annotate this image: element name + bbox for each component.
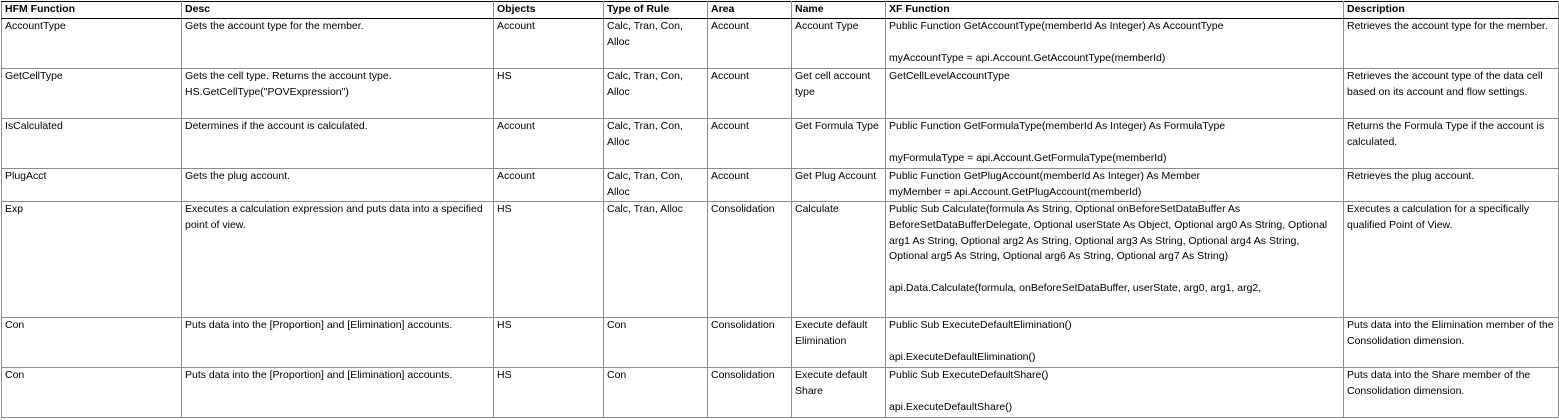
cell-objects[interactable]: Account — [494, 169, 604, 202]
cell-area[interactable]: Consolidation — [708, 368, 792, 418]
header-description[interactable]: Description — [1344, 2, 1559, 19]
cell-xf-function[interactable]: GetCellLevelAccountType — [886, 69, 1344, 119]
cell-type-of-rule[interactable]: Con — [604, 368, 708, 418]
cell-type-of-rule[interactable]: Con — [604, 318, 708, 368]
cell-name[interactable]: Execute default Elimination — [792, 318, 886, 368]
cell-name[interactable]: Calculate — [792, 202, 886, 318]
cell-hfm-function[interactable]: Con — [2, 318, 182, 368]
cell-xf-function[interactable]: Public Function GetAccountType(memberId As Integer) As AccountType myAccountType = api.Account.GetAccountType(memberId) — [886, 19, 1344, 69]
cell-area[interactable]: Account — [708, 69, 792, 119]
header-type-of-rule[interactable]: Type of Rule — [604, 2, 708, 19]
cell-description[interactable]: Executes a calculation for a specifically qualified Point of View. — [1344, 202, 1559, 318]
cell-desc[interactable]: Puts data into the [Proportion] and [Elimination] accounts. — [182, 368, 494, 418]
cell-type-of-rule[interactable]: Calc, Tran, Alloc — [604, 202, 708, 318]
header-xf-function[interactable]: XF Function — [886, 2, 1344, 19]
spreadsheet-table — [1, 1, 1559, 418]
header-desc[interactable]: Desc — [182, 2, 494, 19]
cell-description[interactable]: Puts data into the Share member of the Consolidation dimension. — [1344, 368, 1559, 418]
cell-area[interactable]: Consolidation — [708, 202, 792, 318]
header-objects[interactable]: Objects — [494, 2, 604, 19]
cell-objects[interactable]: HS — [494, 202, 604, 318]
cell-desc[interactable]: Puts data into the [Proportion] and [Elimination] accounts. — [182, 318, 494, 368]
cell-name[interactable]: Get Plug Account — [792, 169, 886, 202]
cell-type-of-rule[interactable]: Calc, Tran, Con, Alloc — [604, 169, 708, 202]
cell-desc[interactable]: Gets the cell type. Returns the account type. HS.GetCellType("POVExpression") — [182, 69, 494, 119]
cell-hfm-function[interactable]: Exp — [2, 202, 182, 318]
cell-name[interactable]: Get cell account type — [792, 69, 886, 119]
cell-name[interactable]: Get Formula Type — [792, 119, 886, 169]
cell-hfm-function[interactable]: GetCellType — [2, 69, 182, 119]
cell-description[interactable]: Retrieves the plug account. — [1344, 169, 1559, 202]
cell-hfm-function[interactable]: PlugAcct — [2, 169, 182, 202]
cell-desc[interactable]: Determines if the account is calculated. — [182, 119, 494, 169]
cell-objects[interactable]: Account — [494, 119, 604, 169]
cell-name[interactable]: Account Type — [792, 19, 886, 69]
cell-description[interactable]: Retrieves the account type of the data cell based on its account and flow settings. — [1344, 69, 1559, 119]
table-row — [2, 318, 1559, 368]
cell-name[interactable]: Execute default Share — [792, 368, 886, 418]
cell-area[interactable]: Consolidation — [708, 318, 792, 368]
cell-hfm-function[interactable]: IsCalculated — [2, 119, 182, 169]
cell-type-of-rule[interactable]: Calc, Tran, Con, Alloc — [604, 69, 708, 119]
cell-desc[interactable]: Executes a calculation expression and puts data into a specified point of view. — [182, 202, 494, 318]
cell-xf-function[interactable]: Public Sub ExecuteDefaultElimination() api.ExecuteDefaultElimination() — [886, 318, 1344, 368]
cell-desc[interactable]: Gets the account type for the member. — [182, 19, 494, 69]
table-row — [2, 169, 1559, 202]
cell-hfm-function[interactable]: AccountType — [2, 19, 182, 69]
cell-description[interactable]: Returns the Formula Type if the account is calculated. — [1344, 119, 1559, 169]
cell-desc[interactable]: Gets the plug account. — [182, 169, 494, 202]
header-row — [2, 2, 1559, 19]
cell-xf-function[interactable]: Public Sub ExecuteDefaultShare() api.ExecuteDefaultShare() — [886, 368, 1344, 418]
cell-area[interactable]: Account — [708, 19, 792, 69]
table-row — [2, 119, 1559, 169]
cell-area[interactable]: Account — [708, 119, 792, 169]
header-area[interactable]: Area — [708, 2, 792, 19]
cell-description[interactable]: Puts data into the Elimination member of the Consolidation dimension. — [1344, 318, 1559, 368]
cell-objects[interactable]: Account — [494, 19, 604, 69]
cell-type-of-rule[interactable]: Calc, Tran, Con, Alloc — [604, 19, 708, 69]
header-hfm-function[interactable]: HFM Function — [2, 2, 182, 19]
cell-description[interactable]: Retrieves the account type for the member. — [1344, 19, 1559, 69]
header-name[interactable]: Name — [792, 2, 886, 19]
table-row — [2, 368, 1559, 418]
cell-xf-function[interactable]: Public Function GetPlugAccount(memberId As Integer) As Member myMember = api.Account.GetPlugAccount(memberId) — [886, 169, 1344, 202]
cell-objects[interactable]: HS — [494, 318, 604, 368]
cell-objects[interactable]: HS — [494, 69, 604, 119]
cell-xf-function[interactable]: Public Sub Calculate(formula As String, Optional onBeforeSetDataBuffer As BeforeSetDataBufferDelegate, Optional userState As Object, Optional arg0 As String, Optional arg1 As String, Optional arg2 As String, Optional arg3 As String, Optional arg4 As String, Optional arg5 As String, Optional arg6 As String, Optional arg7 As String) api.Data.Calculate(formula, onBeforeSetDataBuffer, userState, arg0, arg1, arg2, — [886, 202, 1344, 318]
table-row — [2, 69, 1559, 119]
cell-hfm-function[interactable]: Con — [2, 368, 182, 418]
cell-objects[interactable]: HS — [494, 368, 604, 418]
cell-area[interactable]: Account — [708, 169, 792, 202]
cell-type-of-rule[interactable]: Calc, Tran, Con, Alloc — [604, 119, 708, 169]
table-row — [2, 202, 1559, 318]
cell-xf-function[interactable]: Public Function GetFormulaType(memberId As Integer) As FormulaType myFormulaType = api.Account.GetFormulaType(memberId) — [886, 119, 1344, 169]
table-row — [2, 19, 1559, 69]
